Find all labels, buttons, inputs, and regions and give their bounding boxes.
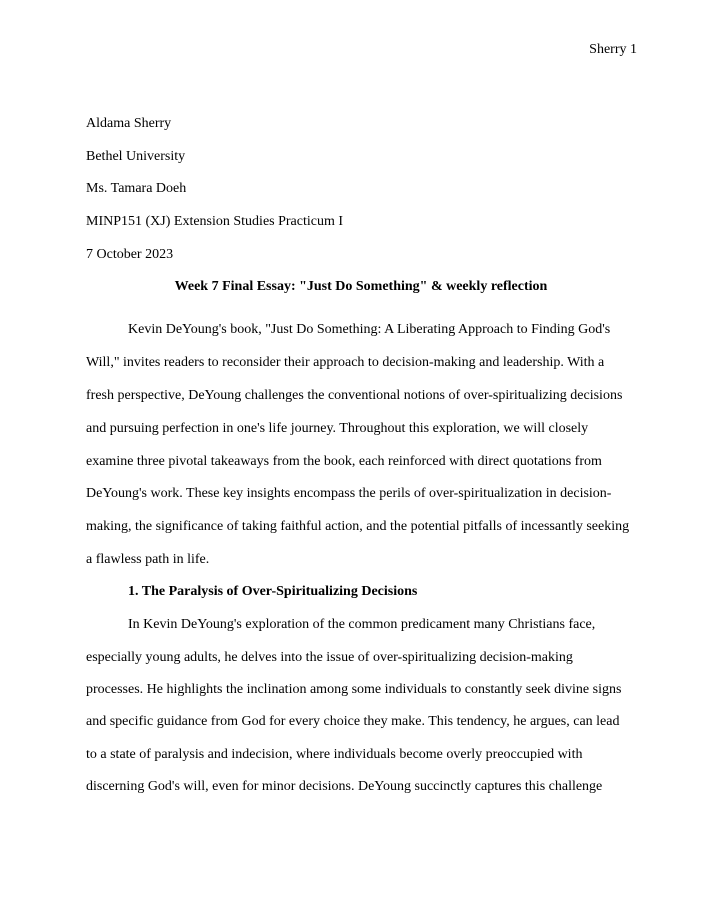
paragraph-line: examine three pivotal takeaways from the book, each reinforced with direct quotations from bbox=[86, 454, 602, 469]
paragraph-line: making, the significance of taking faithful action, and the potential pitfalls of incessantly seeking bbox=[86, 519, 630, 534]
paragraph-line: In Kevin DeYoung's exploration of the common predicament many Christians face, bbox=[128, 617, 596, 632]
paragraph-line: to a state of paralysis and indecision, where individuals become overly preoccupied with bbox=[86, 747, 583, 762]
paragraph-line: Kevin DeYoung's book, "Just Do Something: A Liberating Approach to Finding God's bbox=[128, 322, 611, 337]
paragraph-line: a flawless path in life. bbox=[86, 552, 210, 567]
paragraph-line: and specific guidance from God for every choice they make. This tendency, he argues, can lead bbox=[86, 714, 620, 729]
paragraph-line: and pursuing perfection in one's life journey. Throughout this exploration, we will closely bbox=[86, 421, 589, 436]
essay-title: Week 7 Final Essay: "Just Do Something" & weekly reflection bbox=[174, 279, 548, 294]
date: 7 October 2023 bbox=[86, 247, 174, 262]
course: MINP151 (XJ) Extension Studies Practicum I bbox=[86, 214, 344, 229]
author-name: Aldama Sherry bbox=[86, 116, 172, 131]
instructor: Ms. Tamara Doeh bbox=[86, 181, 187, 196]
institution: Bethel University bbox=[86, 149, 186, 164]
paragraph-line: fresh perspective, DeYoung challenges the conventional notions of over-spiritualizing decisions bbox=[86, 388, 623, 403]
paragraph-line: especially young adults, he delves into the issue of over-spiritualizing decision-making bbox=[86, 650, 573, 665]
paragraph-line: Will," invites readers to reconsider their approach to decision-making and leadership. With a bbox=[86, 355, 605, 370]
paragraph-line: processes. He highlights the inclination among some individuals to constantly seek divine signs bbox=[86, 682, 622, 697]
section-heading: 1. The Paralysis of Over-Spiritualizing Decisions bbox=[128, 584, 418, 599]
page-header: Sherry 1 bbox=[589, 42, 637, 57]
paragraph-line: DeYoung's work. These key insights encompass the perils of over-spiritualization in decision- bbox=[86, 486, 612, 501]
paragraph-line: discerning God's will, even for minor decisions. DeYoung succinctly captures this challenge bbox=[86, 779, 603, 794]
